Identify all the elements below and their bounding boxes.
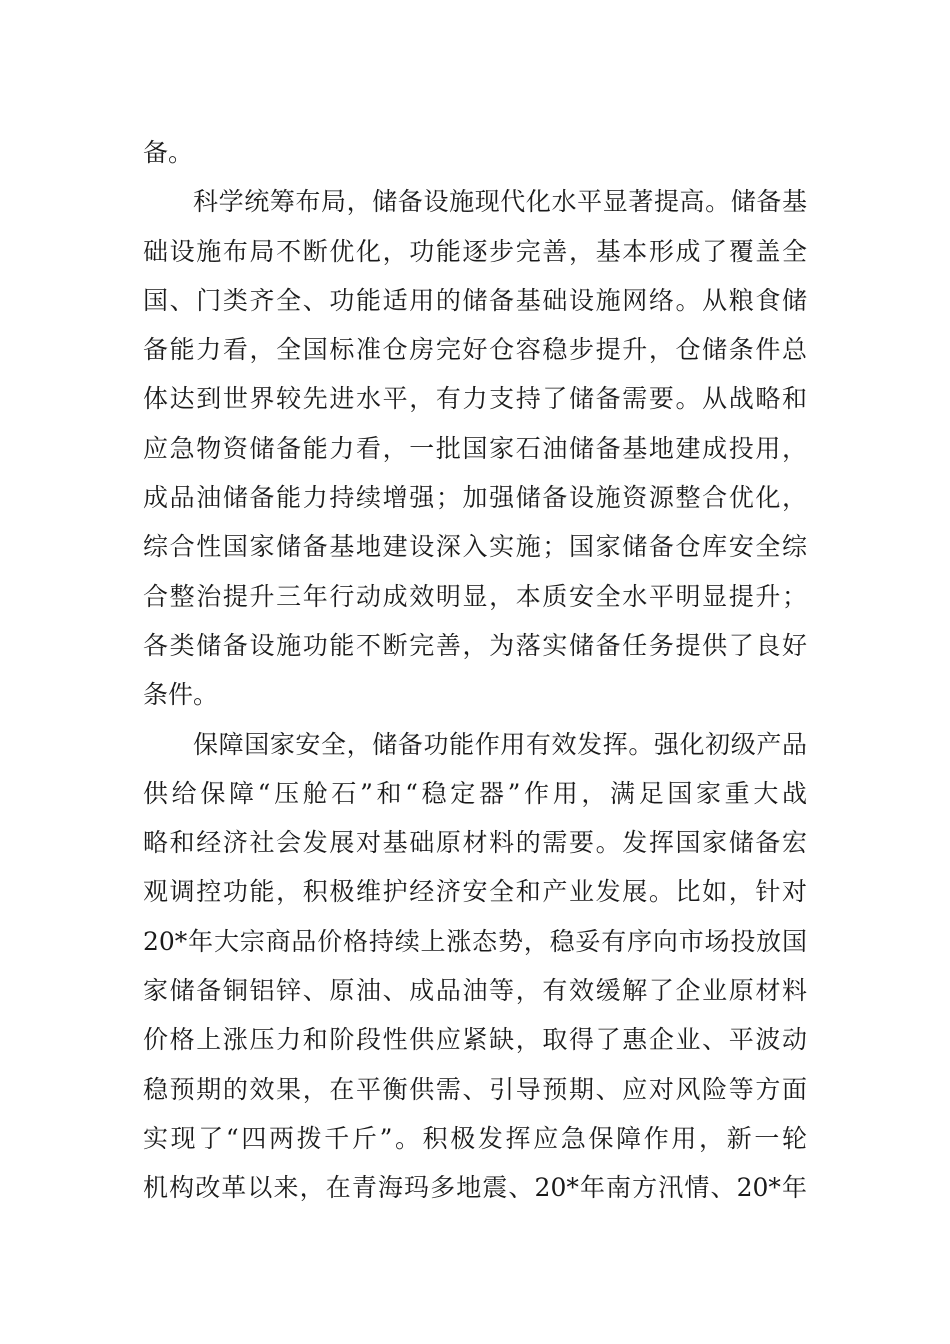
text-line: 家储备铜铝锌、原油、成品油等，有效缓解了企业原材料 <box>143 976 807 1006</box>
text-line: 础设施布局不断优化，功能逐步完善，基本形成了覆盖全 <box>143 236 807 266</box>
text-line: 科学统筹布局，储备设施现代化水平显著提高。储备基 <box>193 187 807 217</box>
text-line: 保障国家安全，储备功能作用有效发挥。强化初级产品 <box>193 729 807 759</box>
text-line: 备能力看，全国标准仓房完好仓容稳步提升，仓储条件总 <box>143 335 807 365</box>
text-line: 稳预期的效果，在平衡供需、引导预期、应对风险等方面 <box>143 1074 807 1104</box>
text-line: 体达到世界较先进水平，有力支持了储备需要。从战略和 <box>143 384 807 414</box>
text-line: 各类储备设施功能不断完善，为落实储备任务提供了良好 <box>143 630 807 660</box>
text-line: 价格上涨压力和阶段性供应紧缺，取得了惠企业、平波动 <box>143 1025 807 1055</box>
paragraph-national-security <box>143 720 807 1213</box>
text-line: 20*年大宗商品价格持续上涨态势，稳妥有序向市场投放国 <box>143 926 807 956</box>
paragraph-continuation <box>143 128 807 177</box>
text-line: 略和经济社会发展对基础原材料的需要。发挥国家储备宏 <box>143 828 807 858</box>
text-line: 备。 <box>143 138 194 167</box>
text-line: 条件。 <box>143 680 219 710</box>
text-line: 机构改革以来，在青海玛多地震、20*年南方汛情、20*年 <box>143 1173 807 1203</box>
text-line: 供给保障“压舱石”和“稳定器”作用，满足国家重大战 <box>143 778 807 808</box>
document-body <box>143 128 807 1213</box>
text-line: 应急物资储备能力看，一批国家石油储备基地建成投用， <box>143 433 807 463</box>
text-line: 实现了“四两拨千斤”。积极发挥应急保障作用，新一轮 <box>143 1123 807 1153</box>
text-line: 合整治提升三年行动成效明显，本质安全水平明显提升； <box>143 581 807 611</box>
text-line: 国、门类齐全、功能适用的储备基础设施网络。从粮食储 <box>143 285 807 315</box>
text-line: 观调控功能，积极维护经济安全和产业发展。比如，针对 <box>143 877 807 907</box>
text-line: 综合性国家储备基地建设深入实施；国家储备仓库安全综 <box>143 532 807 562</box>
text-line: 成品油储备能力持续增强；加强储备设施资源整合优化， <box>143 483 807 513</box>
paragraph-facility-modernization <box>143 177 807 719</box>
